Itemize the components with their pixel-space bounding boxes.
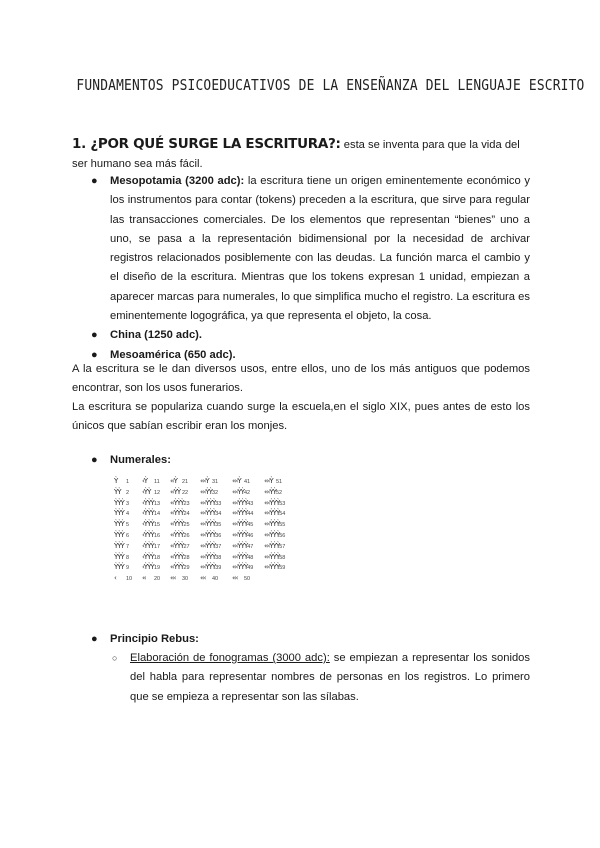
numeral-cell	[170, 530, 190, 541]
numeral-value: 29	[183, 565, 190, 572]
numeral-value: 6	[126, 532, 130, 539]
cuneiform-sign-icon: ỲỲỲ	[114, 563, 124, 572]
numeral-value: 19	[154, 565, 161, 572]
numeral-cell	[114, 498, 132, 509]
numeral-value: 58	[279, 554, 286, 561]
cuneiform-sign-icon: ‹‹‹Ỳ	[264, 477, 273, 485]
numeral-cell	[114, 552, 132, 563]
cuneiform-sign-icon: ‹‹‹ỲỲỲ	[264, 552, 280, 561]
cuneiform-sign-icon: ‹‹‹ỲỲỲ	[232, 552, 248, 561]
cuneiform-sign-icon: ‹‹ỲỲỲ	[170, 541, 184, 550]
rebus-list	[88, 630, 530, 649]
numeral-value: 16	[154, 532, 161, 539]
numeral-value: 43	[247, 500, 254, 507]
numeral-cell	[264, 519, 285, 530]
cuneiform-sign-icon: ‹‹‹ỲỲỲ	[232, 498, 248, 507]
origins-list	[88, 172, 530, 365]
cuneiform-sign-icon: ‹‹‹ỲỲỲ	[200, 520, 216, 529]
numeral-cell	[114, 562, 132, 573]
numeral-cell	[170, 476, 190, 487]
cuneiform-sign-icon: ‹‹‹ỲỲỲ	[232, 520, 248, 529]
mesoamerica-label: Mesoamérica (650 adc).	[110, 348, 236, 361]
numeral-value: 35	[215, 522, 222, 529]
numeral-cell	[232, 530, 253, 541]
cuneiform-sign-icon: ỲỲỲ	[114, 541, 124, 550]
numeral-value: 31	[212, 479, 219, 485]
numeral-value: 27	[183, 543, 190, 550]
rebus-label: Principio Rebus:	[110, 633, 199, 645]
numeral-value: 36	[215, 532, 222, 539]
numeral-cell	[200, 530, 221, 541]
numeral-column	[264, 476, 285, 573]
cuneiform-sign-icon: ‹‹‹ỲỲỲ	[200, 498, 216, 507]
numeral-column	[114, 476, 132, 584]
list-item-china	[88, 326, 530, 345]
numeral-cell	[264, 476, 285, 487]
numeral-cell	[142, 508, 160, 519]
numeral-value: 56	[279, 532, 286, 539]
numeral-cell	[200, 573, 221, 584]
numeral-cell	[170, 519, 190, 530]
numeral-value: 49	[247, 565, 254, 572]
cuneiform-sign-icon: ‹ỲỲỲ	[142, 530, 154, 539]
numeral-value: 2	[126, 489, 130, 496]
cuneiform-sign-icon: ‹‹‹ỲỲ	[264, 487, 276, 496]
cuneiform-sign-icon: ‹‹	[142, 574, 146, 583]
numeral-cell	[142, 562, 160, 573]
bullet-icon: ●	[91, 348, 98, 361]
numeral-cell	[170, 573, 190, 584]
cuneiform-sign-icon: ‹‹‹ỲỲỲ	[264, 520, 280, 529]
numeral-value: 57	[279, 543, 286, 550]
bullet-icon: ●	[91, 329, 98, 342]
numeral-value: 11	[154, 479, 160, 485]
numeral-value: 13	[154, 500, 161, 507]
cuneiform-sign-icon: ‹‹ỲỲỲ	[170, 530, 184, 539]
cuneiform-sign-icon: ‹‹‹ỲỲỲ	[232, 541, 248, 550]
fonogramas-label: Elaboración de fonogramas (3000 adc):	[130, 652, 330, 664]
numeral-value: 3	[126, 500, 130, 507]
numeral-value: 47	[247, 543, 254, 550]
numeral-cell	[264, 530, 285, 541]
numeral-value: 41	[244, 479, 251, 485]
cuneiform-sign-icon: ‹‹‹ỲỲ	[232, 487, 244, 496]
bullet-icon: ●	[91, 175, 98, 187]
numeral-value: 1	[126, 479, 130, 485]
cuneiform-sign-icon: ‹‹‹ỲỲỲ	[200, 563, 216, 572]
cuneiform-sign-icon: ‹‹‹ỲỲỲ	[200, 541, 216, 550]
numeral-cell	[232, 487, 253, 498]
numeral-cell	[264, 552, 285, 563]
cuneiform-sign-icon: ‹‹‹ỲỲ	[200, 487, 212, 496]
bullet-icon: ●	[91, 633, 98, 645]
cuneiform-sign-icon: ‹‹‹ỲỲỲ	[232, 509, 248, 518]
numeral-value: 5	[126, 522, 130, 529]
section-1-text: esta se inventa para que la vida del ser humano sea más fácil.	[72, 139, 520, 170]
numeral-cell	[200, 476, 221, 487]
numeral-cell	[170, 498, 190, 509]
numeral-value: 52	[276, 489, 283, 496]
numeral-cell	[170, 487, 190, 498]
cuneiform-sign-icon: ‹ỲỲỲ	[142, 498, 154, 507]
numeral-value: 59	[279, 565, 286, 572]
numeral-cell	[142, 530, 160, 541]
numeral-value: 48	[247, 554, 254, 561]
circle-bullet-icon: ○	[112, 653, 118, 663]
numeral-cell	[264, 498, 285, 509]
cuneiform-sign-icon: ỲỲỲ	[114, 520, 124, 529]
cuneiform-sign-icon: ‹‹ỲỲỲ	[170, 563, 184, 572]
mesopotamia-text: la escritura tiene un origen eminentemente económico y los instrumentos para contar (tokens) preceden a la escritura, que sirve para regular las transacciones comerciales. De los elementos que representan “bienes” uno a uno, se pasa a la representación bidimensional por la necesidad de archivar registros relacionados posiblemente con las deudas. La función marca el cambio y el diseño de la escritura. Mientras que los tokens expresan 1 unidad, empiezan a aparecer marcas para numerales, lo que simplifica mucho el registro. La escritura es eminentemente logográfica, ya que representa el objeto, la cosa.	[110, 175, 530, 323]
cuneiform-sign-icon: ‹‹‹	[170, 574, 176, 583]
cuneiform-sign-icon: ‹‹ỲỲỲ	[170, 520, 184, 529]
numeral-cell	[142, 519, 160, 530]
numeral-column	[170, 476, 190, 584]
cuneiform-sign-icon: ‹‹‹ỲỲỲ	[264, 498, 280, 507]
numerales-label: Numerales:	[110, 454, 171, 466]
numeral-cell	[170, 552, 190, 563]
numeral-value: 37	[215, 543, 222, 550]
numeral-value: 55	[279, 522, 286, 529]
cuneiform-sign-icon: ‹Ỳ	[142, 477, 148, 485]
fonogramas-text: se empiezan a representar los sonidos del habla para representar nombres de personas en los registros. Lo primero que se empieza a representar son las sílabas.	[130, 652, 530, 703]
numeral-column	[142, 476, 160, 584]
cuneiform-sign-icon: ỲỲỲ	[114, 530, 124, 539]
numeral-cell	[114, 519, 132, 530]
numeral-value: 32	[212, 489, 219, 496]
mesopotamia-label: Mesopotamia (3200 adc):	[110, 175, 245, 187]
cuneiform-sign-icon: ‹‹‹	[200, 574, 206, 583]
cuneiform-sign-icon: ‹ỲỲỲ	[142, 520, 154, 529]
paragraph-school: La escritura se populariza cuando surge la escuela,en el siglo XIX, pues antes de esto los únicos que sabían escribir eran los monjes.	[72, 401, 530, 432]
numeral-cell	[200, 552, 221, 563]
numeral-value: 42	[244, 489, 251, 496]
numeral-cell	[232, 498, 253, 509]
numeral-value: 20	[154, 576, 161, 583]
numeral-cell	[114, 487, 132, 498]
cuneiform-sign-icon: ‹‹‹ỲỲỲ	[200, 552, 216, 561]
numeral-cell	[232, 476, 253, 487]
numeral-cell	[200, 487, 221, 498]
numeral-cell	[114, 508, 132, 519]
numeral-cell	[200, 519, 221, 530]
numeral-value: 7	[126, 543, 130, 550]
numeral-cell	[232, 508, 253, 519]
numeral-cell	[142, 541, 160, 552]
numeral-cell	[232, 552, 253, 563]
numeral-value: 24	[183, 511, 190, 518]
numeral-cell	[232, 541, 253, 552]
numeral-cell	[200, 508, 221, 519]
cuneiform-sign-icon: Ỳ	[114, 477, 118, 485]
numeral-cell	[170, 541, 190, 552]
numeral-cell	[170, 562, 190, 573]
numeral-value: 28	[183, 554, 190, 561]
numeral-value: 25	[183, 522, 190, 529]
numeral-value: 50	[244, 576, 251, 583]
cuneiform-sign-icon: ‹ỲỲỲ	[142, 541, 154, 550]
numeral-cell	[200, 498, 221, 509]
list-item-numerales	[88, 451, 530, 470]
numeral-cell	[142, 498, 160, 509]
cuneiform-sign-icon: ‹‹‹ỲỲỲ	[200, 530, 216, 539]
numeral-value: 44	[247, 511, 254, 518]
section-1-heading: 1. ¿POR QUÉ SURGE LA ESCRITURA?:	[72, 136, 341, 152]
paragraph-uses: A la escritura se le dan diversos usos, entre ellos, uno de los más antiguos que podemos encontrar, son los usos funerarios.	[72, 363, 530, 394]
cuneiform-sign-icon: ỲỲỲ	[114, 509, 124, 518]
cuneiform-sign-icon: ‹‹‹ỲỲỲ	[232, 563, 248, 572]
numeral-value: 12	[154, 489, 161, 496]
numeral-cell	[200, 562, 221, 573]
numeral-column	[200, 476, 221, 584]
numeral-cell	[232, 562, 253, 573]
numeral-column	[232, 476, 253, 584]
numeral-cell	[264, 508, 285, 519]
cuneiform-sign-icon: ‹ỲỲ	[142, 487, 151, 496]
numeral-value: 30	[182, 576, 189, 583]
cuneiform-sign-icon: ‹‹‹ỲỲỲ	[264, 509, 280, 518]
numeral-cell	[114, 573, 132, 584]
numeral-cell	[114, 541, 132, 552]
numeral-value: 46	[247, 532, 254, 539]
cuneiform-sign-icon: ‹‹Ỳ	[170, 477, 177, 485]
cuneiform-sign-icon: ‹‹‹ỲỲỲ	[264, 530, 280, 539]
numeral-cell	[142, 476, 160, 487]
list-item-rebus	[88, 630, 530, 649]
cuneiform-sign-icon: ‹‹ỲỲ	[170, 487, 181, 496]
numeral-value: 45	[247, 522, 254, 529]
numeral-value: 51	[276, 479, 283, 485]
numeral-value: 17	[154, 543, 161, 550]
numerales-list	[88, 451, 530, 470]
cuneiform-sign-icon: ‹ỲỲỲ	[142, 552, 154, 561]
cuneiform-sign-icon: ỲỲ	[114, 487, 121, 496]
numeral-value: 14	[154, 511, 161, 518]
numeral-value: 10	[126, 576, 133, 583]
numeral-cell	[264, 487, 285, 498]
numeral-value: 4	[126, 511, 130, 518]
numeral-value: 53	[279, 500, 286, 507]
numeral-cell	[170, 508, 190, 519]
cuneiform-sign-icon: ‹	[114, 574, 116, 583]
numeral-value: 9	[126, 565, 130, 572]
numeral-cell	[232, 573, 253, 584]
cuneiform-sign-icon: ‹ỲỲỲ	[142, 563, 154, 572]
numeral-value: 54	[279, 511, 286, 518]
numeral-cell	[264, 541, 285, 552]
numeral-cell	[142, 573, 160, 584]
numeral-cell	[232, 519, 253, 530]
cuneiform-sign-icon: ‹‹ỲỲỲ	[170, 509, 184, 518]
section-1-intro	[72, 135, 530, 174]
rebus-sub-item	[112, 649, 530, 707]
numeral-value: 39	[215, 565, 222, 572]
numeral-cell	[142, 552, 160, 563]
cuneiform-sign-icon: ‹‹‹ỲỲỲ	[200, 509, 216, 518]
numeral-value: 34	[215, 511, 222, 518]
cuneiform-sign-icon: ‹‹‹ỲỲỲ	[264, 563, 280, 572]
numeral-cell	[200, 541, 221, 552]
cuneiform-sign-icon: ‹‹‹	[232, 574, 238, 583]
numeral-value: 33	[215, 500, 222, 507]
numeral-value: 40	[212, 576, 219, 583]
numeral-value: 23	[183, 500, 190, 507]
cuneiform-sign-icon: ‹‹ỲỲỲ	[170, 498, 184, 507]
document-title: FUNDAMENTOS PSICOEDUCATIVOS DE LA ENSEÑANZA DEL LENGUAJE ESCRITO	[76, 76, 585, 94]
numeral-value: 21	[182, 479, 189, 485]
cuneiform-sign-icon: ‹‹‹Ỳ	[200, 477, 209, 485]
cuneiform-sign-icon: ‹‹‹ỲỲỲ	[232, 530, 248, 539]
cuneiform-sign-icon: ỲỲỲ	[114, 498, 124, 507]
numeral-value: 22	[182, 489, 189, 496]
cuneiform-sign-icon: ‹ỲỲỲ	[142, 509, 154, 518]
china-label: China (1250 adc).	[110, 329, 203, 342]
numeral-value: 8	[126, 554, 130, 561]
numeral-cell	[114, 530, 132, 541]
numeral-value: 38	[215, 554, 222, 561]
cuneiform-sign-icon: ‹‹‹ỲỲỲ	[264, 541, 280, 550]
numeral-value: 15	[154, 522, 161, 529]
cuneiform-sign-icon: ‹‹‹Ỳ	[232, 477, 241, 485]
numeral-value: 18	[154, 554, 161, 561]
numeral-cell	[114, 476, 132, 487]
bullet-icon: ●	[91, 454, 98, 466]
numeral-cell	[264, 562, 285, 573]
list-item-mesopotamia	[88, 172, 530, 326]
numeral-value: 26	[183, 532, 190, 539]
numeral-cell	[142, 487, 160, 498]
cuneiform-sign-icon: ỲỲỲ	[114, 552, 124, 561]
cuneiform-sign-icon: ‹‹ỲỲỲ	[170, 552, 184, 561]
